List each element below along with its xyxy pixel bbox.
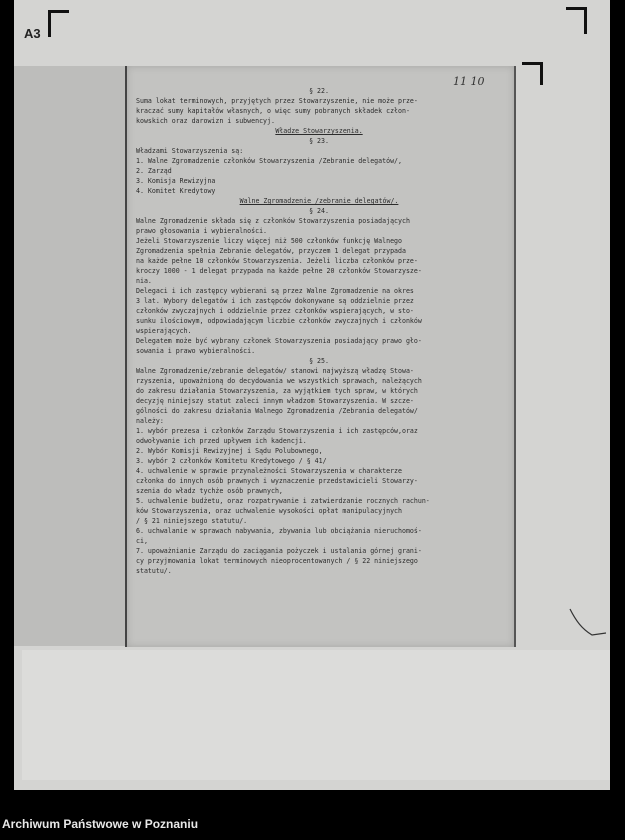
document-line: na każde pełne 10 członków Stowarzyszenia. Jeżeli liczba członków prze- <box>136 257 418 265</box>
document-line: rzyszenia, upoważnioną do decydowania we wszystkich sprawach, należących <box>136 377 422 385</box>
document-line: odwoływanie ich przed upływem ich kadencji. <box>136 437 307 445</box>
document-line: ków Stowarzyszenia, oraz uchwalenie wysokości opłat manipulacyjnych <box>136 507 402 515</box>
document-line: ci, <box>136 537 148 545</box>
document-line: 5. uchwalenie budżetu, oraz rozpatrywanie i zatwierdzanie rocznych rachun- <box>136 497 430 505</box>
document-line: 7. upoważnianie Zarządu do zaciągania pożyczek i ustalania górnej grani- <box>136 547 422 555</box>
document-line: Walne Zgromadzenie /zebranie delegatów/. <box>239 197 399 205</box>
document-line: 3. wybór 2 członków Komitetu Kredytowego / § 41/ <box>136 457 327 465</box>
document-line: Jeżeli Stowarzyszenie liczy więcej niż 500 członków funkcję Walnego <box>136 237 402 245</box>
document-line: gólności do zakresu działania Walnego Zgromadzenia /Zebrania delegatów/ <box>136 407 418 415</box>
document-line: kroczy 1000 - 1 delegat przypada na każde pełne 20 członków Stowarzysze- <box>136 267 422 275</box>
corner-mark-top-right <box>566 7 587 34</box>
archive-footer: Archiwum Państwowe w Poznaniu <box>2 817 199 831</box>
document-line: Władzami Stowarzyszenia są: <box>136 147 244 155</box>
document-line: Suma lokat terminowych, przyjętych przez Stowarzyszenie, nie może prze- <box>136 97 418 105</box>
document-line: 4. uchwalenie w sprawie przynależności Stowarzyszenia w charakterze <box>136 467 402 475</box>
document-line: 1. wybór prezesa i członków Zarządu Stowarzyszenia i ich zastępców,oraz <box>136 427 418 435</box>
document-line: § 24. <box>309 207 329 215</box>
document-line: kraczać sumy kapitałów własnych, o więc sumy pobranych składek człon- <box>136 107 410 115</box>
document-line: wspierających. <box>136 327 192 335</box>
document-line: Walne Zgromadzenie składa się z członków Stowarzyszenia posiadających <box>136 217 410 225</box>
document-line: Władze Stowarzyszenia. <box>275 127 363 135</box>
document-line: Walne Zgromadzenie/zebranie delegatów/ stanowi najwyższą władzę Stowa- <box>136 367 414 375</box>
frame-label: A3 <box>24 26 41 41</box>
document-line: § 25. <box>309 357 329 365</box>
document-line: szenia do władz tychże osób prawnych, <box>136 487 283 495</box>
document-line: § 22. <box>309 87 329 95</box>
document-text <box>136 86 502 576</box>
document-line: 1. Walne Zgromadzenie członków Stowarzyszenia /Zebranie delegatów/, <box>136 157 402 165</box>
pen-stroke-mark <box>568 607 608 647</box>
document-line: Delegatem może być wybrany członek Stowarzyszenia posiadający prawo gło- <box>136 337 422 345</box>
document-line: 2. Zarząd <box>136 167 172 175</box>
document-line: 4. Komitet Kredytowy <box>136 187 216 195</box>
document-line: Zgromadzenia spełnia Zebranie delegatów, przyczem 1 delegat przypada <box>136 247 406 255</box>
corner-mark-top-left <box>48 10 69 37</box>
document-line: członka do innych osób prawnych i wyznaczenie przedstawicieli Stowarzy- <box>136 477 418 485</box>
document-line: 6. uchwalanie w sprawach nabywania, zbywania lub obciążania nieruchomoś- <box>136 527 422 535</box>
frame-bottom-area <box>22 650 610 780</box>
document-line: prawo głosowania i wybieralności. <box>136 227 268 235</box>
document-line: należy: <box>136 417 164 425</box>
document-line: członków zwyczajnych i oddzielnie przez członków wspierających, w sto- <box>136 307 414 315</box>
document-line: kowskich oraz darowizn i subwencyj. <box>136 117 275 125</box>
document-line: nia. <box>136 277 152 285</box>
page-number: 11 10 <box>453 75 485 88</box>
frame-shadow <box>14 66 126 646</box>
document-line: statutu/. <box>136 567 172 575</box>
corner-mark-page <box>522 62 543 85</box>
document-line: 2. Wybór Komisji Rewizyjnej i Sądu Polubownego, <box>136 447 323 455</box>
document-line: do zakresu działania Stowarzyszenia, za wyjątkiem tych spraw, w których <box>136 387 418 395</box>
document-line: decyzję niniejszy statut zaleci innym władzom Stowarzyszenia. W szcze- <box>136 397 414 405</box>
document-line: Delegaci i ich zastępcy wybierani są przez Walne Zgromadzenie na okres <box>136 287 414 295</box>
document-line: sunku ilościowym, odpowiadającym liczbie członków zwyczajnych i członków <box>136 317 422 325</box>
document-line: cy przyjmowania lokat terminowych nieoprocentowanych / § 22 niniejszego <box>136 557 418 565</box>
document-line: § 23. <box>309 137 329 145</box>
document-line: / § 21 niniejszego statutu/. <box>136 517 248 525</box>
document-line: 3. Komisja Rewizyjna <box>136 177 216 185</box>
document-line: sowania i prawo wybieralności. <box>136 347 256 355</box>
document-line: 3 lat. Wybory delegatów i ich zastępców dokonywane są oddzielnie przez <box>136 297 414 305</box>
